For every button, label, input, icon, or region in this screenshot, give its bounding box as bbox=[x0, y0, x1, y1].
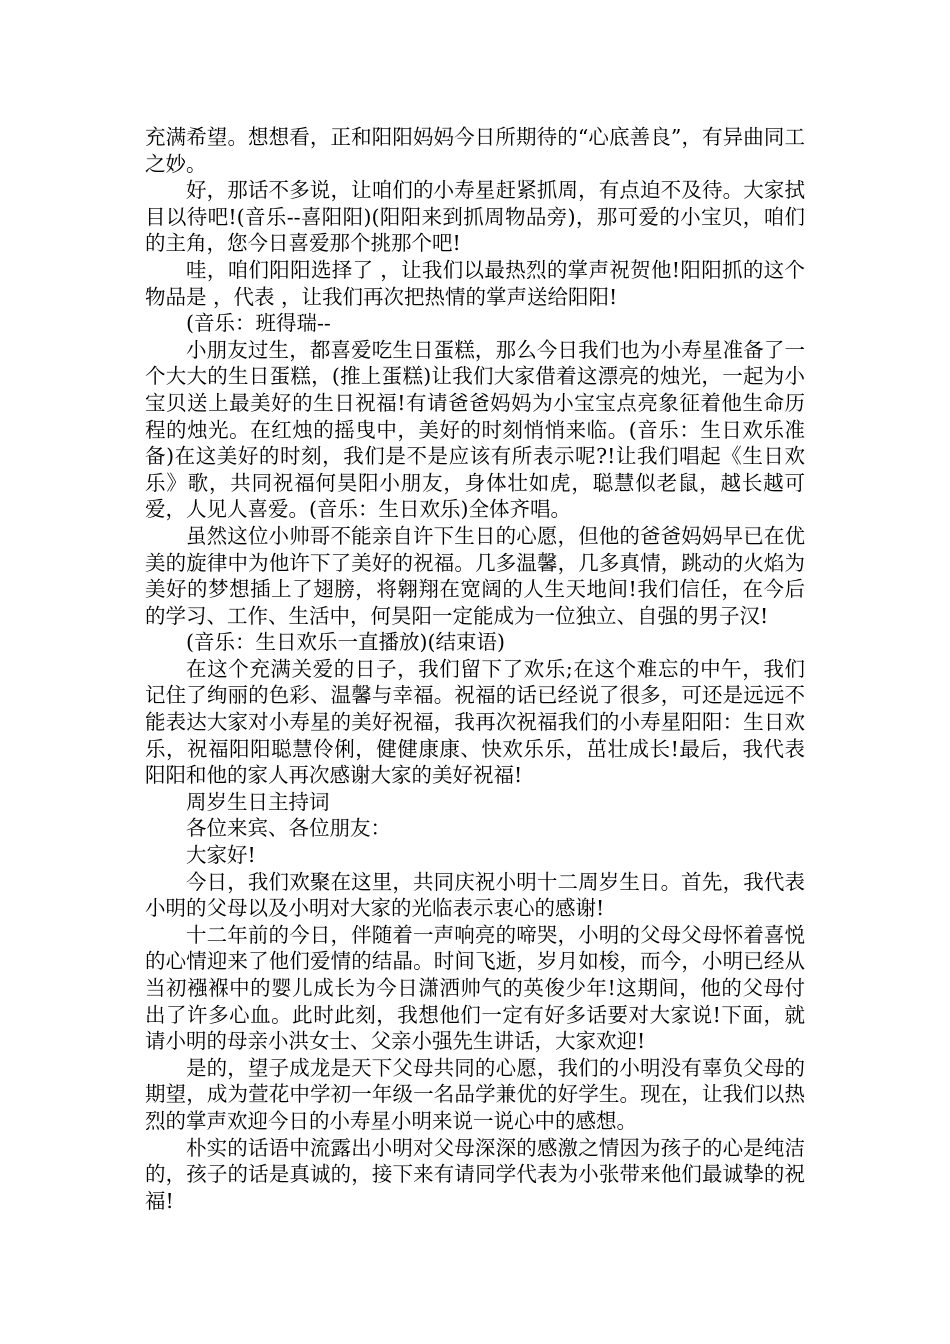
paragraph: 小朋友过生，都喜爱吃生日蛋糕，那么今日我们也为小寿星准备了一个大大的生日蛋糕，(推上蛋糕)让我们大家借着这漂亮的烛光，一起为小宝贝送上最美好的生日祝福!有请爸爸妈妈为小宝宝点亮象征着他生命历程的烛光。在红烛的摇曳中，美好的时刻悄悄来临。(音乐：生日欢乐准备)在这美好的时刻，我们是不是应该有所表示呢?!让我们唱起《生日欢乐》歌，共同祝福何昊阳小朋友，身体壮如虎，聪慧似老鼠，越长越可爱，人见人喜爱。(音乐：生日欢乐)全体齐唱。 bbox=[145, 337, 805, 522]
paragraph: 哇，咱们阳阳选择了 ，让我们以最热烈的掌声祝贺他!阳阳抓的这个物品是 ，代表 ，让我们再次把热情的掌声送给阳阳! bbox=[145, 257, 805, 309]
paragraph: 虽然这位小帅哥不能亲自许下生日的心愿，但他的爸爸妈妈早已在优美的旋律中为他许下了美好的祝福。几多温馨，几多真情，跳动的火焰为美好的梦想插上了翅膀，将翱翔在宽阔的人生天地间!我们信任，在今后的学习、工作、生活中，何昊阳一定能成为一位独立、自强的男子汉! bbox=[145, 523, 805, 628]
paragraph: 充满希望。想想看，正和阳阳妈妈今日所期待的“心底善良”，有异曲同工之妙。 bbox=[145, 125, 805, 176]
paragraph: 今日，我们欢聚在这里，共同庆祝小明十二周岁生日。首先，我代表小明的父母以及小明对大家的光临表示衷心的感谢! bbox=[145, 869, 805, 921]
paragraph: 各位来宾、各位朋友： bbox=[186, 816, 391, 841]
paragraph: 是的，望子成龙是天下父母共同的心愿，我们的小明没有辜负父母的期望，成为萱花中学初一年级一名品学兼优的好学生。现在，让我们以热烈的掌声欢迎今日的小寿星小明来说一说心中的感想。 bbox=[145, 1055, 805, 1133]
paragraph: 大家好! bbox=[186, 843, 256, 868]
paragraph: (音乐：生日欢乐一直播放)(结束语) bbox=[186, 630, 505, 655]
paragraph: 朴实的话语中流露出小明对父母深深的感激之情因为孩子的心是纯洁的，孩子的话是真诚的，接下来有请同学代表为小张带来他们最诚挚的祝福! bbox=[145, 1135, 805, 1213]
document-body bbox=[145, 124, 805, 1214]
paragraph: (音乐：班得瑞-- bbox=[186, 311, 331, 336]
section-heading: 周岁生日主持词 bbox=[186, 789, 330, 814]
paragraph: 十二年前的今日，伴随着一声响亮的啼哭，小明的父母父母怀着喜悦的心情迎来了他们爱情的结晶。时间飞逝，岁月如梭，而今，小明已经从当初襁褓中的婴儿成长为今日潇洒帅气的英俊少年!这期间，他的父母付出了许多心血。此时此刻，我想他们一定有好多话要对大家说!下面，就请小明的母亲小洪女士、父亲小强先生讲话，大家欢迎! bbox=[145, 922, 805, 1054]
paragraph: 在这个充满关爱的日子，我们留下了欢乐;在这个难忘的中午，我们记住了绚丽的色彩、温馨与幸福。祝福的话已经说了很多，可还是远远不能表达大家对小寿星的美好祝福，我再次祝福我们的小寿星阳阳：生日欢乐，祝福阳阳聪慧伶俐，健健康康、快欢乐乐，茁壮成长!最后，我代表阳阳和他的家人再次感谢大家的美好祝福! bbox=[145, 656, 805, 788]
paragraph: 好，那话不多说，让咱们的小寿星赶紧抓周，有点迫不及待。大家拭目以待吧!(音乐--喜阳阳)(阳阳来到抓周物品旁)，那可爱的小宝贝，咱们的主角，您今日喜爱那个挑那个吧! bbox=[145, 178, 805, 256]
